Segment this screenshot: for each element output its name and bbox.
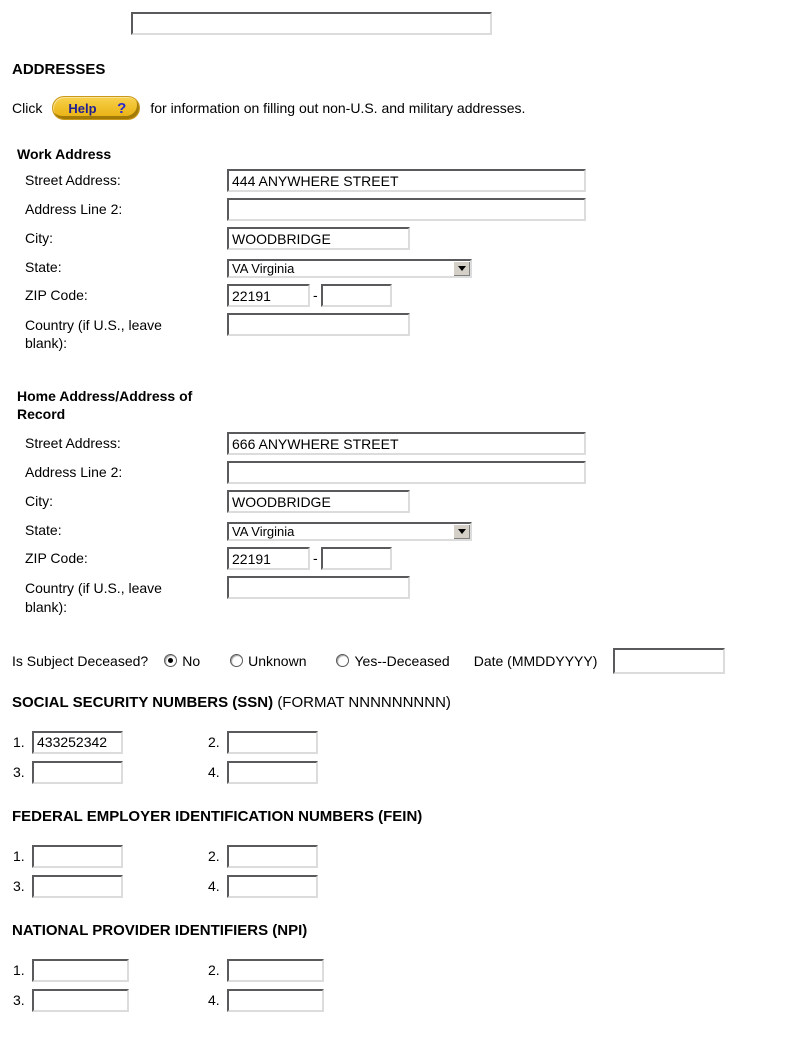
work-country-row — [25, 313, 794, 352]
question-mark-icon: ? — [117, 99, 127, 117]
deceased-row — [12, 648, 794, 674]
deceased-radio-no[interactable] — [164, 654, 177, 667]
ssn-num-3: 3. — [13, 764, 25, 781]
dropdown-arrow-icon[interactable] — [453, 261, 470, 276]
ssn-input-2[interactable] — [227, 731, 318, 754]
deceased-date-input[interactable] — [613, 648, 725, 674]
work-state-row — [25, 256, 794, 278]
work-street-label: Street Address: — [25, 172, 121, 188]
fein-num-3: 3. — [13, 878, 25, 895]
help-line-prefix: Click — [12, 100, 43, 116]
home-state-selected-value: VA Virginia — [232, 524, 295, 540]
home-state-select[interactable] — [227, 522, 472, 541]
home-street-label: Street Address: — [25, 435, 121, 452]
home-country-label: Country (if U.S., leave blank): — [25, 580, 162, 615]
npi-num-2: 2. — [208, 962, 220, 979]
work-street-row — [25, 169, 794, 192]
home-zip5-input[interactable] — [227, 547, 310, 570]
fein-heading: FEDERAL EMPLOYER IDENTIFICATION NUMBERS (FEIN) — [12, 807, 423, 825]
addresses-heading: ADDRESSES — [12, 61, 106, 78]
work-line2-row — [25, 198, 794, 221]
deceased-date-label: Date (MMDDYYYY) — [473, 652, 598, 669]
work-city-label: City: — [25, 230, 53, 246]
work-line2-input[interactable] — [227, 198, 586, 221]
npi-row-2 — [13, 989, 794, 1012]
work-zip4-input[interactable] — [321, 284, 392, 307]
top-text-field[interactable] — [131, 12, 492, 35]
npi-input-4[interactable] — [227, 989, 324, 1012]
npi-input-2[interactable] — [227, 959, 324, 982]
npi-num-1: 1. — [13, 962, 25, 979]
deceased-option-unknown — [230, 653, 306, 669]
deceased-option-yes-label: Yes--Deceased — [354, 652, 450, 669]
ssn-heading-text: SOCIAL SECURITY NUMBERS (SSN) — [12, 693, 274, 711]
fein-num-2: 2. — [208, 848, 220, 865]
work-address-heading: Work Address — [17, 146, 112, 162]
work-state-selected-value: VA Virginia — [232, 261, 295, 276]
home-line2-row — [25, 461, 794, 484]
work-state-select[interactable] — [227, 259, 472, 278]
work-country-label: Country (if U.S., leave blank): — [25, 317, 162, 352]
work-line2-label: Address Line 2: — [25, 201, 123, 217]
ssn-input-4[interactable] — [227, 761, 318, 784]
help-button-label: Help — [68, 100, 97, 116]
home-line2-input[interactable] — [227, 461, 586, 484]
ssn-num-2: 2. — [208, 734, 220, 751]
npi-heading: NATIONAL PROVIDER IDENTIFIERS (NPI) — [12, 921, 308, 939]
help-line-suffix: for information on filling out non-U.S. and military addresses. — [150, 100, 526, 116]
home-city-input[interactable] — [227, 490, 410, 513]
dropdown-arrow-icon[interactable] — [453, 524, 470, 539]
fein-input-1[interactable] — [32, 845, 123, 868]
work-street-input[interactable] — [227, 169, 586, 192]
npi-num-3: 3. — [13, 992, 25, 1009]
home-line2-label: Address Line 2: — [25, 464, 123, 481]
deceased-option-no — [164, 653, 200, 669]
work-zip-label: ZIP Code: — [25, 287, 88, 303]
home-city-row — [25, 490, 794, 513]
deceased-option-yes — [336, 653, 449, 669]
home-street-row — [25, 432, 794, 455]
home-street-input[interactable] — [227, 432, 586, 455]
home-state-row — [25, 519, 794, 541]
help-button[interactable] — [52, 96, 140, 120]
fein-input-4[interactable] — [227, 875, 318, 898]
npi-num-4: 4. — [208, 992, 220, 1009]
npi-row-1 — [13, 959, 794, 982]
home-country-input[interactable] — [227, 576, 410, 599]
work-country-input[interactable] — [227, 313, 410, 336]
help-line — [12, 96, 794, 120]
home-country-row — [25, 576, 794, 615]
fein-num-4: 4. — [208, 878, 220, 895]
deceased-option-no-label: No — [182, 652, 201, 669]
ssn-format-note: (FORMAT NNNNNNNNN) — [277, 693, 451, 711]
home-address-heading: Home Address/Address of Record — [17, 388, 193, 422]
fein-input-2[interactable] — [227, 845, 318, 868]
work-zip5-input[interactable] — [227, 284, 310, 307]
ssn-input-3[interactable] — [32, 761, 123, 784]
work-city-row — [25, 227, 794, 250]
home-zip-label: ZIP Code: — [25, 550, 88, 567]
ssn-row-2 — [13, 761, 794, 784]
deceased-option-unknown-label: Unknown — [248, 652, 307, 669]
fein-row-1 — [13, 845, 794, 868]
work-zip-row — [25, 284, 794, 307]
work-state-label: State: — [25, 259, 62, 275]
npi-input-3[interactable] — [32, 989, 129, 1012]
fein-input-3[interactable] — [32, 875, 123, 898]
deceased-question-label: Is Subject Deceased? — [12, 652, 149, 669]
home-city-label: City: — [25, 493, 53, 510]
deceased-radio-yes[interactable] — [336, 654, 349, 667]
fein-num-1: 1. — [13, 848, 25, 865]
npi-input-1[interactable] — [32, 959, 129, 982]
zip-dash: - — [313, 287, 318, 303]
home-zip4-input[interactable] — [321, 547, 392, 570]
fein-row-2 — [13, 875, 794, 898]
ssn-heading — [12, 694, 794, 711]
deceased-radio-unknown[interactable] — [230, 654, 243, 667]
home-zip-row — [25, 547, 794, 570]
ssn-num-1: 1. — [13, 734, 25, 751]
work-city-input[interactable] — [227, 227, 410, 250]
zip-dash: - — [313, 550, 318, 567]
ssn-row-1 — [13, 731, 794, 754]
ssn-input-1[interactable] — [32, 731, 123, 754]
home-state-label: State: — [25, 522, 62, 539]
ssn-num-4: 4. — [208, 764, 220, 781]
